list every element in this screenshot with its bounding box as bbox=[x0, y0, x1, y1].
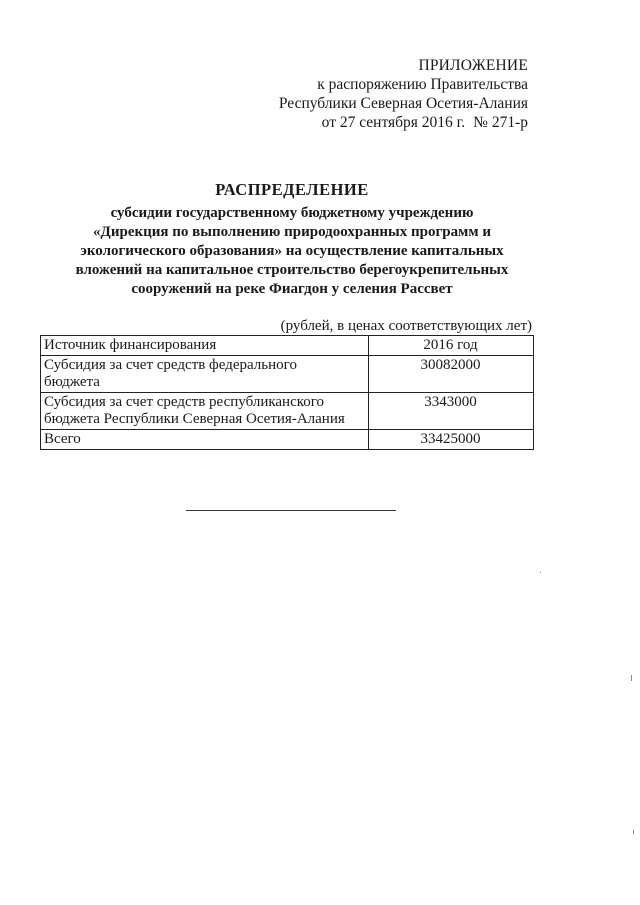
title-line-2: «Дирекция по выполнению природоохранных программ и bbox=[93, 224, 491, 240]
document-title: РАСПРЕДЕЛЕНИЕ bbox=[215, 180, 369, 199]
document-title-block bbox=[0, 180, 584, 299]
order-date: от 27 сентября 2016 г. bbox=[321, 114, 466, 131]
appendix-line-republic: Республики Северная Осетия-Алания bbox=[278, 95, 528, 112]
row-source-line: бюджета Республики Северная Осетия-Алания bbox=[44, 411, 345, 427]
scan-speck bbox=[540, 572, 541, 573]
title-line-3: экологического образования» на осуществление капитальных bbox=[80, 243, 504, 259]
appendix-title: ПРИЛОЖЕНИЕ bbox=[418, 57, 528, 74]
row-source bbox=[41, 393, 369, 430]
table-header-row bbox=[41, 336, 534, 356]
table-row bbox=[41, 393, 534, 430]
total-label: Всего bbox=[41, 430, 369, 450]
scan-speck bbox=[631, 675, 632, 681]
row-source bbox=[41, 356, 369, 393]
scan-speck bbox=[633, 830, 634, 834]
order-number: № 271-р bbox=[473, 114, 528, 131]
row-value: 30082000 bbox=[369, 356, 534, 393]
row-source-line: Субсидия за счет средств республиканского bbox=[44, 394, 325, 410]
appendix-date-line bbox=[279, 113, 528, 132]
title-line-4: вложений на капитальное строительство берегоукрепительных bbox=[75, 262, 509, 278]
table-row bbox=[41, 356, 534, 393]
funding-table bbox=[40, 335, 534, 450]
row-value: 3343000 bbox=[369, 393, 534, 430]
header-year: 2016 год bbox=[369, 336, 534, 356]
row-source-line: бюджета bbox=[44, 374, 100, 390]
header-source: Источник финансирования bbox=[41, 336, 369, 356]
table-total-row bbox=[41, 430, 534, 450]
title-line-5: сооружений на реке Фиагдон у селения Рассвет bbox=[131, 281, 453, 297]
appendix-line-order: к распоряжению Правительства bbox=[317, 76, 528, 93]
title-line-1: субсидии государственному бюджетному учреждению bbox=[110, 205, 474, 221]
closing-divider bbox=[186, 510, 396, 511]
row-source-line: Субсидия за счет средств федерального bbox=[44, 357, 297, 373]
total-value: 33425000 bbox=[369, 430, 534, 450]
units-note: (рублей, в ценах соответствующих лет) bbox=[280, 318, 532, 334]
appendix-header bbox=[279, 56, 528, 132]
